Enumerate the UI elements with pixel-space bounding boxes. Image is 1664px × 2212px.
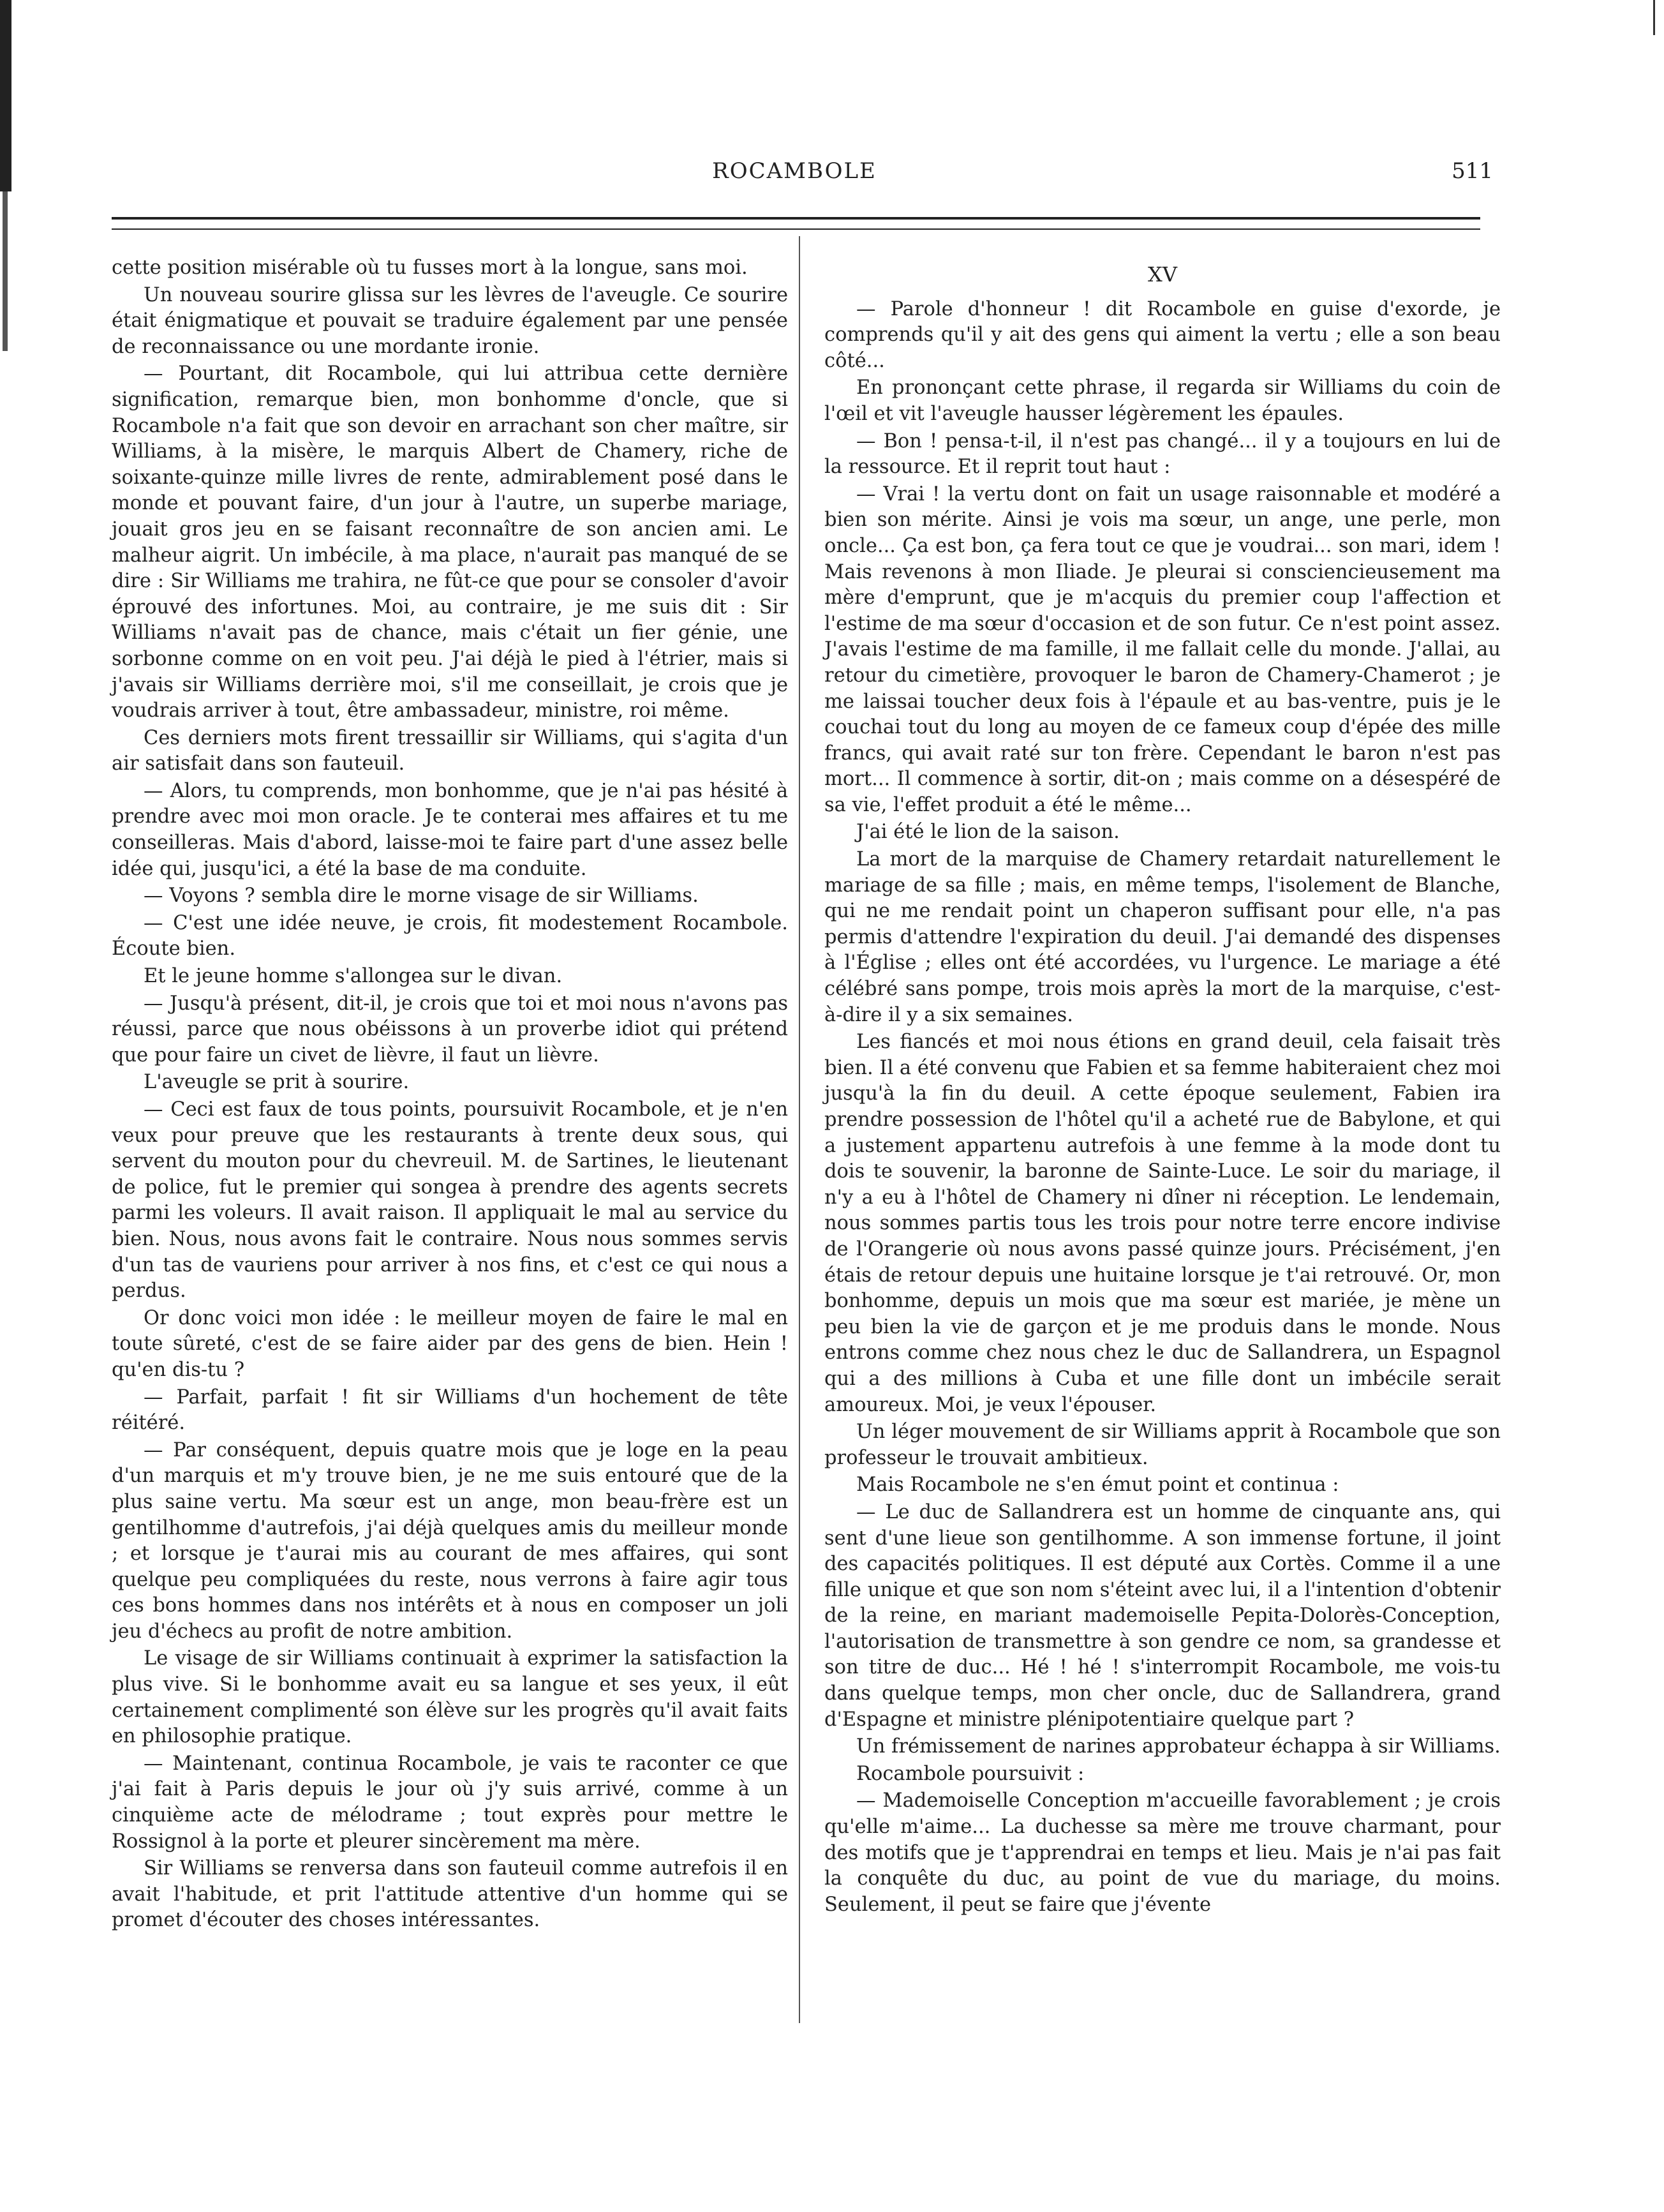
paragraph: — Mademoiselle Conception m'accueille favorablement ; je crois qu'elle m'aime... La duchesse sa mère me trouve charmant, pour des motifs que je t'apprendrai en temps et lieu. Mais je n'ai pas fait la conquête du duc, au point de vue du mariage, du moins. Seulement, il peut se faire que j'évente [824, 1790, 1501, 1916]
paragraph: J'ai été le lion de la saison. [856, 821, 1120, 844]
paragraph: — Jusqu'à présent, dit-il, je crois que toi et moi nous n'avons pas réussi, parce que nous obéissons à un proverbe idiot qui prétend que pour faire un civet de lièvre, il faut un lièvre. [112, 992, 788, 1066]
paragraph: Un frémissement de narines approbateur échappa à sir Williams. [856, 1735, 1501, 1758]
paragraph: Les fiancés et moi nous étions en grand deuil, cela faisait très bien. Il a été convenu que Fabien et sa femme habiteraient chez moi jusqu'à la fin du deuil. A cette époque seulement, Fabien ira prendre possession de l'hôtel qu'il a acheté rue de Babylone, et qui a justement appartenu autrefois à une femme à la mode dont tu dois te souvenir, la baronne de Sainte-Luce. Le soir du mariage, il n'y a eu à l'hôtel de Chamery ni dîner ni réception. Le lendemain, nous sommes partis tous les trois pour notre terre encore indivise de l'Orangerie où nous avons passé quinze jours. Précisément, j'en étais de retour depuis une huitaine lorsque je t'ai retrouvé. Or, mon bonhomme, depuis un mois que ma sœur est mariée, je mène un peu bien la vie de garçon et je me produis dans le monde. Nous entrons comme chez nous chez le duc de Sallandrera, un Espagnol qui a des millions à Cuba et une fille dont un imbécile serait amoureux. Moi, je veux l'épouser. [824, 1031, 1501, 1416]
paragraph: — Alors, tu comprends, mon bonhomme, que je n'ai pas hésité à prendre avec moi mon oracle. Je te conterai mes affaires et tu me conseilleras. Mais d'abord, laisse-moi te faire part d'une assez belle idée qui, jusqu'ici, a été la base de ma conduite. [112, 779, 788, 880]
paragraph: Ces derniers mots firent tressaillir sir Williams, qui s'agita d'un air satisfait dans son fauteuil. [112, 726, 788, 775]
paragraph: — Vrai ! la vertu dont on fait un usage raisonnable et modéré a bien son mérite. Ainsi je vois ma sœur, un ange, une perle, mon oncle... Ça est bon, ça fera tout ce que je voudrai... son mari, idem ! Mais revenons à mon Iliade. Je pleurai si consciencieusement ma mère d'emprunt, que je m'acquis du premier coup l'affection et l'estime de ma sœur d'occasion et de son futur. Ce n'est point assez. J'avais l'estime de ma famille, il me fallait celle du monde. J'allai, au retour du cimetière, provoquer le baron de Chamery-Chamerot ; je me laissai toucher deux fois à l'épaule et au bas-ventre, puis je le couchai tout du long au moyen de ce fameux coup d'épée des mille francs, qui avait raté sur ton frère. Cependant le baron n'est pas mort... Il commence à sortir, dit-on ; mais comme on a désespéré de sa vie, l'effet produit a été le même... [824, 482, 1501, 816]
paragraph: Sir Williams se renversa dans son fauteuil comme autrefois il en avait l'habitude, et prit l'attitude attentive d'un homme qui se promet d'écouter des choses intéressantes. [112, 1857, 788, 1932]
paragraph: — Ceci est faux de tous points, poursuivit Rocambole, et je n'en veux pour preuve que les restaurants à trente deux sous, qui servent du mouton pour du chevreuil. M. de Sartines, le lieutenant de police, fut le premier qui songea à prendre des agents secrets parmi les voleurs. Il avait raison. Il appliquait le mal au service du bien. Nous, nous avons fait le contraire. Nous nous sommes servis d'un tas de vauriens pour arriver à nos fins, et c'est ce qui nous a perdus. [112, 1098, 788, 1303]
right-column [824, 255, 1501, 1918]
left-column [112, 255, 788, 1934]
paragraph: En prononçant cette phrase, il regarda sir Williams du coin de l'œil et vit l'aveugle hausser légèrement les épaules. [824, 377, 1501, 425]
paragraph: — C'est une idée neuve, je crois, fit modestement Rocambole. Écoute bien. [112, 911, 788, 960]
paragraph: Mais Rocambole ne s'en émut point et continua : [856, 1474, 1339, 1497]
column-divider [799, 236, 800, 2023]
paragraph: — Parfait, parfait ! fit sir Williams d'un hochement de tête réitéré. [112, 1386, 788, 1435]
running-title: ROCAMBOLE [712, 158, 877, 184]
paragraph: — Bon ! pensa-t-il, il n'est pas changé... il y a toujours en lui de la ressource. Et il reprit tout haut : [824, 430, 1501, 479]
paragraph: Un nouveau sourire glissa sur les lèvres de l'aveugle. Ce sourire était énigmatique et pouvait se traduire également par une pensée de reconnaissance ou une mordante ironie. [112, 283, 788, 358]
paragraph: — Voyons ? sembla dire le morne visage de sir Williams. [144, 885, 699, 908]
paragraph: — Maintenant, continua Rocambole, je vais te raconter ce que j'ai fait à Paris depuis le jour où j'y suis arrivé, comme à un cinquième acte de mélodrame ; tout exprès pour mettre le Rossignol à la porte et pleurer sincèrement ma mère. [112, 1752, 788, 1853]
header-rule [112, 217, 1480, 230]
paragraph: — Le duc de Sallandrera est un homme de cinquante ans, qui sent d'une lieue son gentilhomme. A son immense fortune, il joint des capacités politiques. Il est député aux Cortès. Comme il a une fille unique et que son nom s'éteint avec lui, il a l'intention d'obtenir de la reine, en mariant mademoiselle Pepita-Dolorès-Conception, l'autorisation de transmettre à son gendre ce nom, sa grandesse et son titre de duc... Hé ! hé ! s'interrompit Rocambole, me vois-tu dans quelque temps, mon cher oncle, duc de Sallandrera, grand d'Espagne et ministre plénipotentiaire quelque part ? [824, 1500, 1501, 1731]
page-number: 511 [1452, 158, 1493, 184]
paragraph: Et le jeune homme s'allongea sur le divan. [144, 965, 563, 988]
paragraph: — Pourtant, dit Rocambole, qui lui attribua cette dernière signification, remarque bien, mon bonhomme d'oncle, que si Rocambole n'a fait que son devoir en arrachant son cher maître, sir Williams, à la misère, le marquis Albert de Chamery, riche de soixante-quinze mille livres de rente, admirablement posé dans le monde et pouvant faire, d'un jour à l'autre, un superbe mariage, jouait gros jeu en se faisant reconnaître de son ancien ami. Le malheur aigrit. Un imbécile, à ma place, n'aurait pas manqué de se dire : Sir Williams me trahira, ne fût-ce que pour se consoler d'avoir éprouvé des infortunes. Moi, au contraire, je me suis dit : Sir Williams n'avait pas de chance, mais c'était un fier génie, une sorbonne comme on en voit peu. J'ai déjà le pied à l'étrier, mais si j'avais sir Williams derrière moi, s'il me conseillait, je crois que je voudrais arriver à tout, être ambassadeur, ministre, roi même. [112, 362, 788, 722]
paragraph: cette position misérable où tu fusses mort à la longue, sans moi. [112, 257, 748, 279]
paragraph: — Par conséquent, depuis quatre mois que je loge en la peau d'un marquis et m'y trouve bien, je ne me suis entouré que de la plus saine vertu. Ma sœur est un ange, mon beau-frère est un gentilhomme d'autrefois, j'ai déjà quelques amis du meilleur monde ; et lorsque je t'aurai mis au courant de mes affaires, qui sont quelque peu compliquées du reste, nous verrons à faire agir tous ces bons hommes dans nos intérêts et à nous en composer un joli jeu d'échecs au profit de notre ambition. [112, 1439, 788, 1643]
paragraph: Le visage de sir Williams continuait à exprimer la satisfaction la plus vive. Si le bonhomme avait eu sa langue et ses yeux, il eût certainement complimenté son élève sur les progrès qu'il avait faits en philosophie pratique. [112, 1647, 788, 1748]
paragraph: Or donc voici mon idée : le meilleur moyen de faire le mal en toute sûreté, c'est de se faire aider par des gens de bien. Hein ! qu'en dis-tu ? [112, 1306, 788, 1381]
paragraph: Un léger mouvement de sir Williams apprit à Rocambole que son professeur le trouvait ambitieux. [824, 1421, 1501, 1469]
page-edge-shadow [0, 0, 11, 191]
paragraph: Rocambole poursuivit : [856, 1762, 1085, 1785]
paragraph: La mort de la marquise de Chamery retardait naturellement le mariage de sa fille ; mais, en même temps, l'isolement de Blanche, qui ne me rendait point un chaperon suffisant pour elle, n'a pas permis d'attendre l'expiration du deuil. J'ai demandé des dispenses à l'Église ; elles ont été accordées, vu l'urgence. Le mariage a été célébré sans pompe, trois mois après la mort de la marquise, c'est-à-dire il y a six semaines. [824, 848, 1501, 1026]
running-header [96, 158, 1493, 190]
page-edge-shadow-lower [3, 191, 8, 351]
paragraph: — Parole d'honneur ! dit Rocambole en guise d'exorde, je comprends qu'il y ait des gens qui aiment la vertu ; elle a son beau côté... [824, 297, 1501, 372]
page-corner-mark [1653, 0, 1655, 35]
paragraph: L'aveugle se prit à sourire. [144, 1071, 410, 1094]
chapter-number: XV [1148, 262, 1177, 287]
